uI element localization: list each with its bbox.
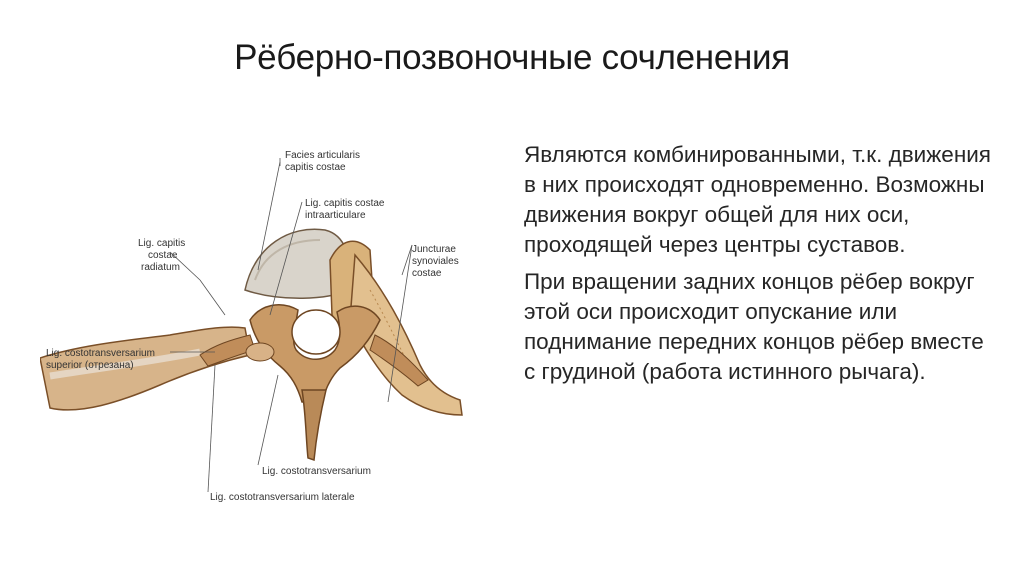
label-lig-rad-3: radiatum (141, 262, 180, 273)
page-title: Рёберно-позвоночные сочленения (234, 38, 790, 77)
label-juncturae-3: costae (412, 268, 442, 279)
label-costotrans: Lig. costotransversarium (262, 466, 371, 477)
label-lig-rad-2: costae (148, 250, 178, 261)
anatomy-figure (40, 140, 480, 520)
spinous-process (302, 390, 326, 460)
label-juncturae-1: Juncturae (412, 244, 456, 255)
label-lig-rad-1: Lig. capitis (138, 238, 186, 249)
label-lig-intra-1: Lig. capitis costae (305, 198, 385, 209)
paragraph-2: При вращении задних концов рёбер вокруг этой оси происходит опускание или поднимание передних концов рёбер вместе с грудиной (работа истинного рычага). (524, 269, 984, 384)
label-facies-1: Facies articularis (285, 150, 361, 161)
body-text (524, 140, 994, 394)
vertebra-rib-joint-illustration (40, 140, 480, 520)
label-costotrans-sup-1: Lig. costotransversarium (46, 348, 155, 359)
vertebral-foramen (292, 310, 340, 354)
label-costotrans-lat: Lig. costotransversarium laterale (210, 492, 355, 503)
label-costotrans-sup-2: superior (отрезана) (46, 360, 134, 371)
label-facies-2: capitis costae (285, 162, 346, 173)
paragraph-1: Являются комбинированными, т.к. движения в них происходят одновременно. Возможны движения вокруг общей для них оси, проходящей через центры суставов. (524, 142, 991, 257)
label-lig-intra-2: intraarticulare (305, 210, 366, 221)
label-juncturae-2: synoviales (412, 256, 459, 267)
